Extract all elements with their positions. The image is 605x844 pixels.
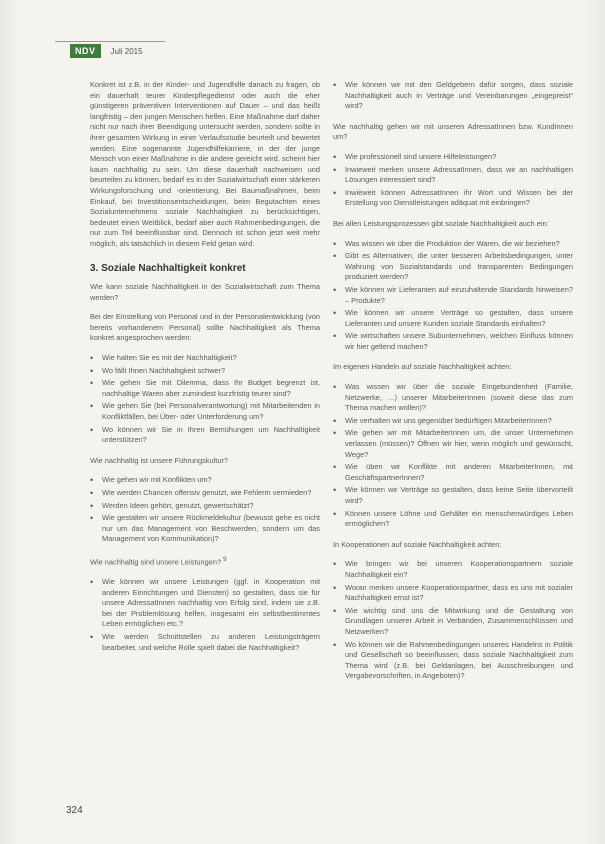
issue-date: Juli 2015 (110, 46, 143, 56)
question-3-text: Wie nachhaltig sind unsere Leistungen? (90, 557, 222, 567)
question-list-4 (333, 559, 573, 682)
list-item: • Wie können wir unsere Verträge so gestalten, dass unsere Lieferanten und unsere Kunden soziale Standards einhalten? (333, 308, 573, 329)
list-item: • Wie verhalten wir uns gegenüber bedürftigen MitarbeiterInnen? (333, 416, 573, 427)
list-item: • Können unsere Löhne und Gehälter ein menschenwürdiges Leben ermöglichen? (333, 509, 573, 530)
question-list-2 (333, 239, 573, 353)
list-item: • Wie gehen Sie (bei Personalverantwortung) mit Mitarbeitenden in Konfliktfällen, bei Über- oder Unterforderung um? (90, 401, 320, 422)
list-item: • Wie professionell sind unsere Hilfeleistungen? (333, 152, 573, 163)
list-item: • Werden Ideen gehört, genutzt, gewertschätzt? (90, 501, 320, 512)
section-heading: 3. Soziale Nachhaltigkeit konkret (90, 262, 246, 274)
list-item: • Wie gehen wir mit MitarbeiterInnen um, die unser Unternehmen verlassen (müssen)? Öffnen wir hier, wenn möglich und gewünscht, Wege? (333, 428, 573, 460)
question-list-3 (90, 577, 320, 653)
list-item: • Gibt es Alternativen, die unter besseren Arbeitsbedingungen, unter Wahrung von Sozialstandards und transparenten Bedingungen produziert werden? (333, 251, 573, 283)
question-list-0 (333, 80, 573, 112)
list-item: • Wie gestalten wir unsere Rückmeldekultur (bewusst gehe es nicht nur um das Management von Beschwerden, sondern um das Management von Kommunikation)? (90, 513, 320, 545)
list-item: • Wie können wir mit den Geldgebern dafür sorgen, dass soziale Nachhaltigkeit auch in Verträge und Vereinbarungen „eingepreist“ wird? (333, 80, 573, 112)
list-item: • Wo können wir die Rahmenbedingungen unseres Handelns in Politik und Gesellschaft so beeinflussen, dass soziale Nachhaltigkeit zum Thema wird (z.B. bei Geldanlagen, bei Ausschreibungen und Vergabevorschriften, in Angeboten)? (333, 640, 573, 682)
question-3 (90, 555, 320, 568)
list-item: • Woran merken unsere Kooperationspartner, dass es uns mit sozialer Nachhaltigkeit ernst ist? (333, 583, 573, 604)
list-item: • Wie werden Schnittstellen zu anderen Leistungsträgern bearbeitet, und welche Rolle spielt dabei die Nachhaltigkeit? (90, 632, 320, 653)
list-item: • Wo können wir Sie in Ihren Bemühungen um Nachhaltigkeit unterstützen? (90, 425, 320, 446)
list-item: • Wo fällt Ihnen Nachhaltigkeit schwer? (90, 366, 320, 377)
page-number: 324 (66, 805, 83, 816)
list-item: • Inwieweit können AdressatInnen ihr Wort und Wissen bei der Erstellung von Dienstleistungen adäquat mit einbringen? (333, 188, 573, 209)
running-header (70, 44, 143, 58)
list-item: • Wie üben wir Konflikte mit anderen MitarbeiterInnen, mit GeschäftspartnerInnen? (333, 462, 573, 483)
header-rule (55, 41, 165, 42)
question-list-2 (90, 475, 320, 545)
question-list-3 (333, 382, 573, 530)
question-1: Wie nachhaltig gehen wir mit unseren AdressatInnen bzw. KundInnen um? (333, 121, 573, 142)
right-column (333, 80, 573, 692)
paragraph-2: Bei der Einstellung von Personal und in der Personalentwicklung (von bereits vorhandenem Personal) sollte Nachhaltigkeit als Thema konkret angesprochen werden: (90, 312, 320, 343)
list-item: • Wie halten Sie es mit der Nachhaltigkeit? (90, 353, 320, 364)
left-column (90, 80, 320, 663)
list-item: • Wie werden Chancen offensiv genutzt, wie Fehlerm vermieden? (90, 488, 320, 499)
question-1: Wie kann soziale Nachhaltigkeit in der Sozialwirtschaft zum Thema werden? (90, 282, 320, 302)
list-item: • Wie bringen wir bei unseren Kooperationspartnern soziale Nachhaltigkeit ein? (333, 559, 573, 580)
list-item: • Wie können wir Lieferanten auf einzuhaltende Standards hinweisen? – Produkte? (333, 285, 573, 306)
list-item: • Was wissen wir über die Produktion der Waren, die wir beziehen? (333, 239, 573, 250)
list-item: • Wie wirtschaften unsere Subunternehmen, welchen Einfluss können wir hier geltend machen? (333, 331, 573, 352)
list-item: • Was wissen wir über die soziale Eingebundenheit (Familie, Netzwerke, …) unserer MitarbeiterInnen (soweit diese das zum Thema machen wollen)? (333, 382, 573, 414)
paragraph-3: Im eigenen Handeln auf soziale Nachhaltigkeit achten: (333, 362, 512, 372)
list-item: • Wie können wir unsere Leistungen (ggf. in Kooperation mit anderen Einrichtungen und Diensten) so gestalten, dass sie für unsere AdressatInnen nachhaltig von Erfolg sind, indem sie z.B. bei der Problemlösung helfen, insgesamt ein selbstbestimmtes Leben ermöglichen etc.? (90, 577, 320, 630)
question-2: Wie nachhaltig ist unsere Führungskultur? (90, 455, 229, 465)
list-item: • Wie gehen wir mit Konflikten um? (90, 475, 320, 486)
list-item: • Inwieweit merken unsere AdressatInnen, dass wir an nachhaltigen Lösungen interessiert sind? (333, 165, 573, 186)
paragraph-2: Bei allen Leistungsprozessen gibt soziale Nachhaltigkeit auch ein: (333, 218, 549, 228)
question-list-1 (90, 353, 320, 446)
footnote-mark: 9 (223, 555, 227, 563)
list-item: • Wie können wir Verträge so gestalten, dass keine Seite übervorteilt wird? (333, 485, 573, 506)
intro-paragraph: Konkret ist z.B. in der Kinder- und Jugendhilfe danach zu fragen, ob ein dauerhaft teurer Kinderpflegedienst oder auch die eher günstigeren präventiven Interventionen auf Dauer – und das heißt langfristig – den jungen Menschen helfen. Eine Maßnahme darf daher nicht nur nach ihrer Beendigung untersucht werden, sondern sollte in ihrer gesamten Wirkung in einer Verlaufsstudie beurteilt und bewertet werden. Eine sogenannte Jugendhilfekarriere, in der der junge Mensch von einer Maßnahme in die andere gereicht wird, scheint hier kaum nachhaltig zu sein. Um diese dauerhaft nachweisen und beurteilen zu können, bedarf es in der Sozialwirtschaft einer stärkeren Wirkungsforschung und -orientierung. Bei Baumaßnahmen, beim Einkauf, bei Investitionsentscheidungen, beim Begutachten eines Sozialunternehmens soziale Nachhaltigkeit zu berücksichtigen, bedeutet einen Weitblick, bedarf aber auch Rahmenbedingungen, die nur zum Teil beeinflussbar sind. Dennoch ist schon jetzt weit mehr möglich, als tatsächlich in diesem Feld getan wird. (90, 80, 320, 248)
list-item: • Wie gehen Sie mit Dilemma, dass Ihr Budget begrenzt ist, nachhaltige Waren aber zumindest kurzfristig teurer sind? (90, 378, 320, 399)
journal-badge: NDV (70, 44, 101, 58)
paragraph-4: In Kooperationen auf soziale Nachhaltigkeit achten: (333, 539, 502, 549)
list-item: • Wie wichtig sind uns die Mitwirkung und die Gestaltung von Grundlagen unserer Arbeit in Verbänden, Zusammenschlüssen und Netzwerken? (333, 606, 573, 638)
question-list-1 (333, 152, 573, 209)
